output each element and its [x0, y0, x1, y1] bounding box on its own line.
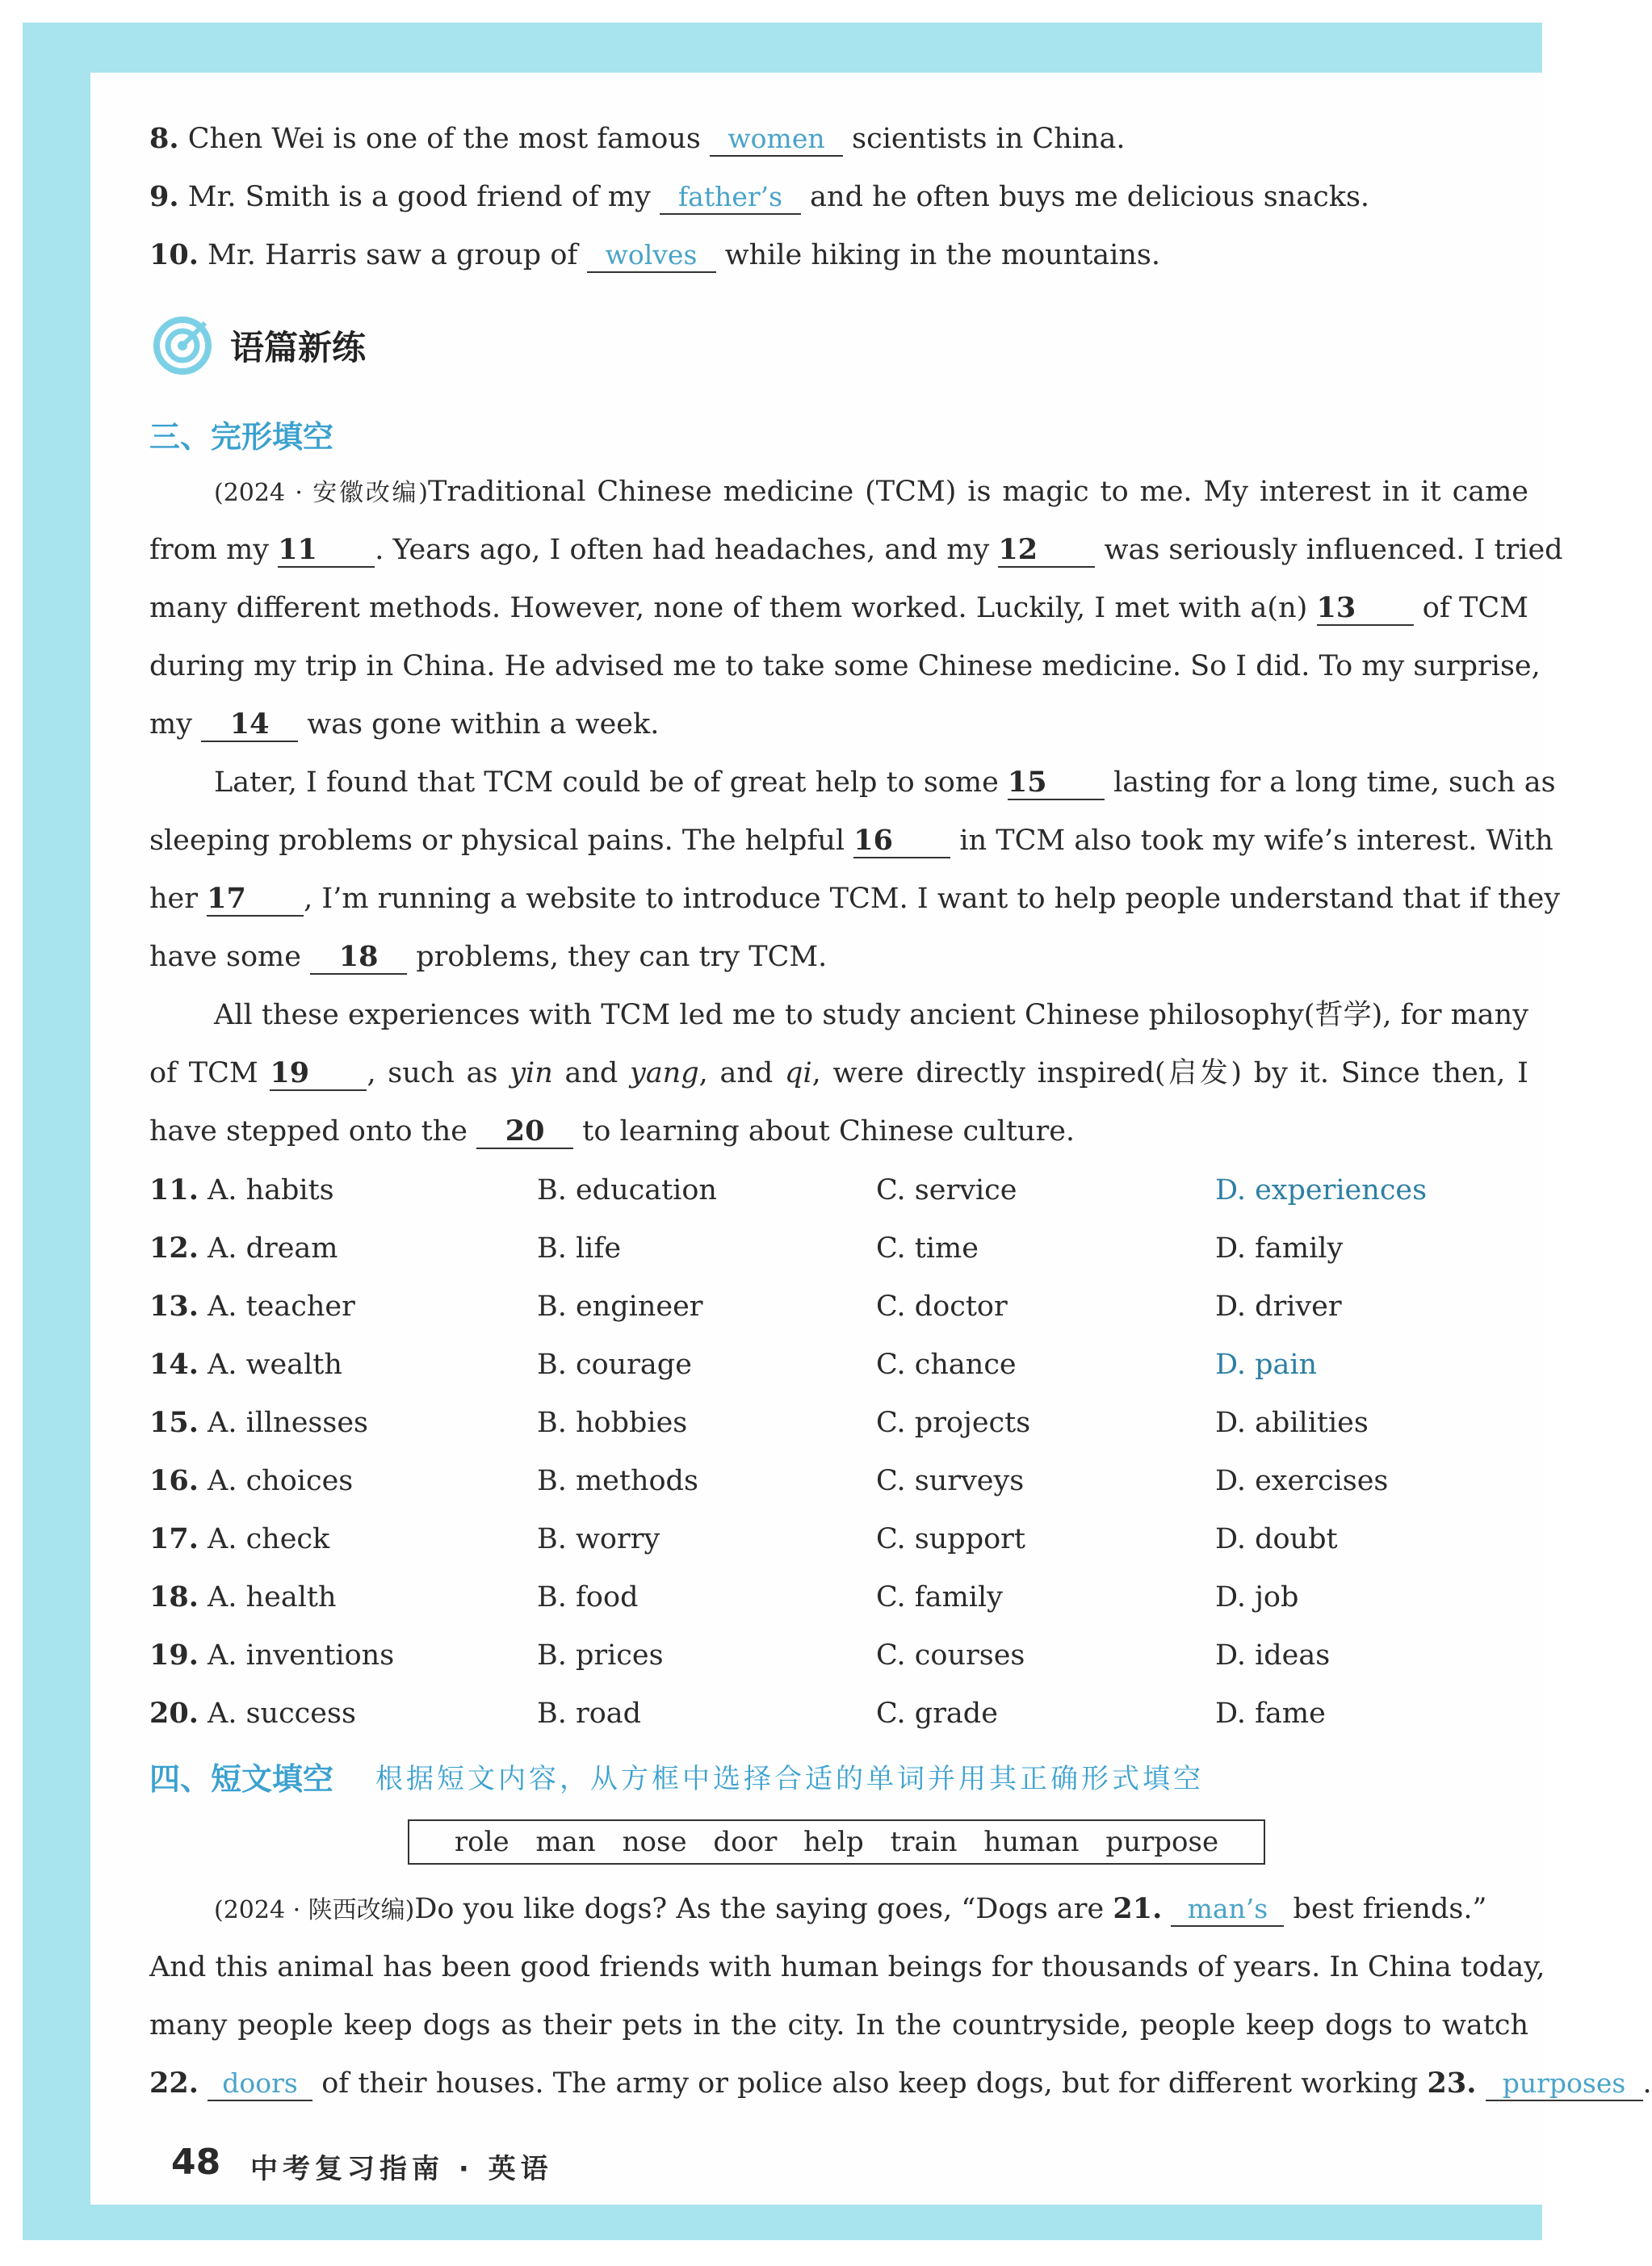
option-b: B. methods [537, 1465, 698, 1497]
cloze-p1-l1: (2024 · 安徽改编)Traditional Chinese medicine (TCM) is magic to me. My interest in it came [214, 476, 1528, 508]
option-c: C. time [876, 1232, 979, 1265]
cloze-p3-l3: have stepped onto the 20 to learning about Chinese culture. [149, 1114, 1075, 1148]
cloze-p2-l1: Later, I found that TCM could be of great help to some 15 lasting for a long time, such as [214, 766, 1556, 799]
cloze-p2-l2: sleeping problems or physical pains. The helpful 16 in TCM also took my wife’s interest. With [149, 824, 1553, 857]
option-num: 18. A. health [149, 1580, 337, 1613]
option-d: D. doubt [1215, 1523, 1338, 1555]
cloze-p3-l2: of TCM 19 , such as yin and yang, and qi, were directly inspired(启发) by it. Since then, I [149, 1056, 1528, 1089]
option-num: 16. A. choices [149, 1464, 354, 1497]
option-d: D. family [1215, 1232, 1344, 1265]
cloze-p2-l3: her 17 , I’m running a website to introduce TCM. I want to help people understand that if they [149, 882, 1561, 915]
short-l3: many people keep dogs as their pets in the city. In the countryside, people keep dogs to watch [149, 2009, 1528, 2041]
option-b: B. education [537, 1174, 717, 1206]
option-c: C. family [876, 1581, 1003, 1613]
cloze-p3-l1: All these experiences with TCM led me to study ancient Chinese philosophy(哲学), for many [214, 999, 1528, 1031]
option-d: D. exercises [1215, 1465, 1389, 1497]
cloze-p2-l4: have some 18 problems, they can try TCM. [149, 940, 828, 973]
item-10: 10. Mr. Harris saw a group of wolves while hiking in the mountains. [149, 238, 1160, 271]
word-box: role man nose door help train human purpose [408, 1819, 1265, 1865]
option-c: C. projects [876, 1407, 1031, 1439]
cloze-p1-l4: during my trip in China. He advised me to take some Chinese medicine. So I did. To my surprise, [149, 650, 1541, 682]
item-8: 8. Chen Wei is one of the most famous women scientists in China. [149, 122, 1126, 155]
option-b: B. hobbies [537, 1407, 688, 1439]
option-num: 20. A. success [149, 1697, 356, 1730]
option-c: C. courses [876, 1639, 1025, 1672]
option-num: 12. A. dream [149, 1232, 338, 1265]
option-c: C. grade [876, 1697, 998, 1730]
option-b: B. engineer [537, 1290, 703, 1323]
option-d-correct: D. experiences [1215, 1174, 1428, 1206]
short-title: 四、短文填空 [149, 1761, 334, 1797]
short-l4: 22. doors of their houses. The army or police also keep dogs, but for different working 23. purposes . [149, 2067, 1652, 2100]
option-c: C. service [876, 1174, 1017, 1206]
answer-10: wolves [605, 239, 698, 271]
option-num: 17. A. check [149, 1522, 330, 1555]
option-num: 19. A. inventions [149, 1639, 395, 1672]
section-heading: 语篇新练 [230, 328, 367, 367]
cloze-p1-l5: my 14 was gone within a week. [149, 707, 660, 741]
option-b: B. prices [537, 1639, 664, 1672]
item-9: 9. Mr. Smith is a good friend of my father’s and he often buys me delicious snacks. [149, 180, 1370, 213]
page-number: 48 [171, 2142, 221, 2183]
option-num: 13. A. teacher [149, 1290, 355, 1323]
target-icon [152, 315, 213, 380]
book-title: 中考复习指南 · 英语 [250, 2153, 553, 2185]
cloze-p1-l2: from my 11 . Years ago, I often had headaches, and my 12 was seriously influenced. I tried [149, 533, 1563, 566]
cloze-title: 三、完形填空 [149, 419, 334, 455]
option-d: D. abilities [1215, 1407, 1369, 1439]
short-l2: And this animal has been good friends with human beings for thousands of years. In China today, [149, 1951, 1545, 1983]
short-l1: (2024 · 陕西改编)Do you like dogs? As the saying goes, “Dogs are 21. man’s best friends.” [214, 1892, 1487, 1925]
option-num: 15. A. illnesses [149, 1406, 369, 1439]
option-d-correct: D. pain [1215, 1349, 1318, 1381]
option-num: 14. A. wealth [149, 1348, 342, 1381]
answer-22: doors [222, 2067, 298, 2099]
option-c: C. support [876, 1523, 1025, 1555]
option-d: D. fame [1215, 1697, 1326, 1730]
answer-9: father’s [677, 181, 783, 212]
short-instruction: 根据短文内容，从方框中选择合适的单词并用其正确形式填空 [375, 1763, 1204, 1795]
option-b: B. food [537, 1581, 639, 1613]
option-b: B. courage [537, 1349, 692, 1381]
cloze-p1-l3: many different methods. However, none of them worked. Luckily, I met with a(n) 13 of TCM [149, 591, 1528, 624]
option-b: B. road [537, 1697, 642, 1730]
option-c: C. chance [876, 1349, 1017, 1381]
answer-21: man’s [1187, 1893, 1268, 1924]
option-c: C. surveys [876, 1465, 1025, 1497]
option-d: D. job [1215, 1581, 1299, 1613]
option-c: C. doctor [876, 1290, 1008, 1323]
option-b: B. worry [537, 1523, 660, 1555]
answer-23: purposes [1502, 2067, 1626, 2099]
option-d: D. ideas [1215, 1639, 1331, 1672]
answer-8: women [727, 123, 825, 154]
option-d: D. driver [1215, 1290, 1342, 1323]
option-b: B. life [537, 1232, 622, 1265]
option-num: 11. A. habits [149, 1173, 334, 1206]
